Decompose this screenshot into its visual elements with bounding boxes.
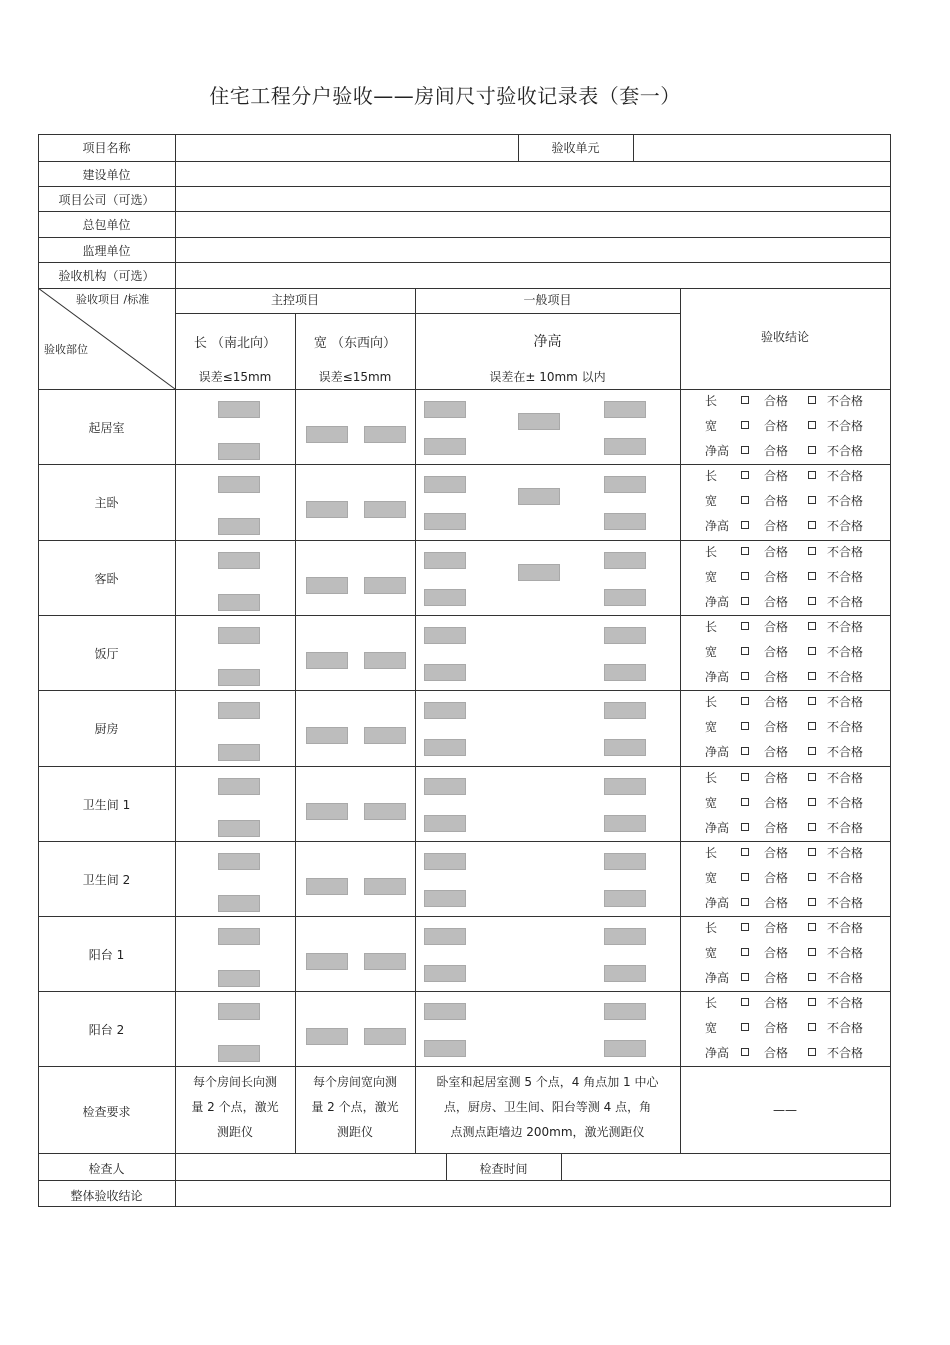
result-width-label: 宽 — [705, 796, 718, 810]
room-label: 厨房 — [94, 722, 119, 736]
measurement-field[interactable] — [218, 928, 260, 945]
measurement-field[interactable] — [424, 1040, 466, 1057]
measurement-field[interactable] — [218, 820, 260, 837]
pass-checkbox[interactable] — [741, 747, 749, 755]
measurement-field[interactable] — [364, 878, 406, 895]
fail-label: 不合格 — [827, 570, 864, 584]
info-field-construction_unit[interactable] — [176, 162, 890, 186]
fail-label: 不合格 — [827, 494, 864, 508]
project-name-field[interactable] — [176, 135, 518, 160]
measurement-field[interactable] — [424, 589, 466, 606]
fail-label: 不合格 — [827, 695, 864, 709]
result-height-label: 净高 — [705, 745, 730, 759]
fail-checkbox[interactable] — [808, 898, 816, 906]
fail-checkbox[interactable] — [808, 873, 816, 881]
pass-label: 合格 — [764, 771, 789, 785]
pass-checkbox[interactable] — [741, 1023, 749, 1031]
pass-label: 合格 — [764, 996, 789, 1010]
pass-label: 合格 — [764, 796, 789, 810]
pass-label: 合格 — [764, 394, 789, 408]
fail-label: 不合格 — [827, 821, 864, 835]
header-length: 长 （南北向） — [193, 336, 277, 351]
fail-label: 不合格 — [827, 670, 864, 684]
table-rule — [890, 134, 891, 1207]
pass-checkbox[interactable] — [741, 647, 749, 655]
measurement-field[interactable] — [218, 627, 260, 644]
result-length-label: 长 — [705, 771, 718, 785]
result-width-label: 宽 — [705, 494, 718, 508]
pass-checkbox[interactable] — [741, 521, 749, 529]
fail-checkbox[interactable] — [808, 597, 816, 605]
measurement-field[interactable] — [306, 577, 348, 594]
pass-label: 合格 — [764, 846, 789, 860]
measurement-field[interactable] — [306, 1028, 348, 1045]
result-width-label: 宽 — [705, 419, 718, 433]
info-field-supervision_unit[interactable] — [176, 238, 890, 262]
pass-checkbox[interactable] — [741, 396, 749, 404]
pass-checkbox[interactable] — [741, 446, 749, 454]
result-width-label: 宽 — [705, 1021, 718, 1035]
measurement-field[interactable] — [364, 577, 406, 594]
fail-label: 不合格 — [827, 519, 864, 533]
header-general-items: 一般项目 — [523, 293, 572, 307]
room-label: 主卧 — [94, 496, 119, 510]
pass-checkbox[interactable] — [741, 798, 749, 806]
measurement-field[interactable] — [604, 401, 646, 418]
fail-label: 不合格 — [827, 921, 864, 935]
measurement-field[interactable] — [306, 878, 348, 895]
fail-checkbox[interactable] — [808, 672, 816, 680]
inspect-time-label: 检查时间 — [479, 1162, 528, 1176]
measurement-field[interactable] — [424, 702, 466, 719]
fail-checkbox[interactable] — [808, 1023, 816, 1031]
req-height: 卧室和起居室测 5 个点，4 角点加 1 中心 — [436, 1075, 659, 1089]
header-width: 宽 （东西向） — [313, 336, 397, 351]
fail-checkbox[interactable] — [808, 572, 816, 580]
measurement-field[interactable] — [424, 778, 466, 795]
pass-label: 合格 — [764, 821, 789, 835]
fail-label: 不合格 — [827, 469, 864, 483]
pass-label: 合格 — [764, 469, 789, 483]
pass-checkbox[interactable] — [741, 722, 749, 730]
req-length: 测距仪 — [216, 1125, 253, 1139]
overall-label: 整体验收结论 — [70, 1189, 143, 1203]
table-rule — [38, 464, 891, 465]
room-label: 卫生间 2 — [82, 872, 131, 887]
measurement-field[interactable] — [218, 669, 260, 686]
header-tol-length: 误差≤15mm — [198, 370, 272, 384]
measurement-field[interactable] — [306, 652, 348, 669]
table-rule — [633, 134, 634, 162]
req-length: 每个房间长向测 — [192, 1075, 277, 1089]
fail-checkbox[interactable] — [808, 823, 816, 831]
table-rule — [38, 916, 891, 917]
pass-label: 合格 — [764, 620, 789, 634]
measurement-field[interactable] — [604, 476, 646, 493]
result-length-label: 长 — [705, 921, 718, 935]
measurement-field[interactable] — [604, 815, 646, 832]
measurement-field[interactable] — [364, 803, 406, 820]
fail-checkbox[interactable] — [808, 446, 816, 454]
pass-label: 合格 — [764, 971, 789, 985]
pass-label: 合格 — [764, 1046, 789, 1060]
info-label-general_contractor: 总包单位 — [82, 218, 131, 232]
result-height-label: 净高 — [705, 1046, 730, 1060]
result-height-label: 净高 — [705, 821, 730, 835]
measurement-field[interactable] — [218, 744, 260, 761]
fail-checkbox[interactable] — [808, 421, 816, 429]
fail-label: 不合格 — [827, 394, 864, 408]
measurement-field[interactable] — [424, 928, 466, 945]
measurement-field[interactable] — [218, 853, 260, 870]
page-title: 住宅工程分户验收——房间尺寸验收记录表（套一） — [209, 84, 681, 108]
measurement-field[interactable] — [518, 564, 560, 581]
pass-checkbox[interactable] — [741, 923, 749, 931]
pass-label: 合格 — [764, 1021, 789, 1035]
fail-label: 不合格 — [827, 846, 864, 860]
fail-label: 不合格 — [827, 796, 864, 810]
inspect-time-field[interactable] — [562, 1154, 890, 1180]
pass-label: 合格 — [764, 545, 789, 559]
measurement-field[interactable] — [218, 401, 260, 418]
measurement-field[interactable] — [424, 1003, 466, 1020]
pass-label: 合格 — [764, 921, 789, 935]
measurement-field[interactable] — [604, 627, 646, 644]
pass-checkbox[interactable] — [741, 773, 749, 781]
fail-label: 不合格 — [827, 871, 864, 885]
req-width: 量 2 个点，激光 — [311, 1100, 399, 1114]
result-length-label: 长 — [705, 695, 718, 709]
result-length-label: 长 — [705, 469, 718, 483]
result-width-label: 宽 — [705, 720, 718, 734]
header-diag-bottom: 验收部位 — [44, 343, 88, 356]
measurement-field[interactable] — [424, 513, 466, 530]
measurement-field[interactable] — [604, 890, 646, 907]
acceptance-unit-label: 验收单元 — [551, 141, 600, 155]
measurement-field[interactable] — [604, 739, 646, 756]
fail-label: 不合格 — [827, 1046, 864, 1060]
table-rule — [38, 134, 39, 1207]
table-rule — [38, 766, 891, 767]
measurement-field[interactable] — [306, 953, 348, 970]
measurement-field[interactable] — [424, 664, 466, 681]
header-net-height: 净高 — [533, 334, 562, 350]
pass-label: 合格 — [764, 570, 789, 584]
table-rule — [38, 615, 891, 616]
pass-checkbox[interactable] — [741, 421, 749, 429]
pass-checkbox[interactable] — [741, 873, 749, 881]
measurement-field[interactable] — [424, 627, 466, 644]
result-width-label: 宽 — [705, 871, 718, 885]
measurement-field[interactable] — [424, 853, 466, 870]
fail-checkbox[interactable] — [808, 722, 816, 730]
measurement-field[interactable] — [604, 965, 646, 982]
measurement-field[interactable] — [604, 1003, 646, 1020]
pass-checkbox[interactable] — [741, 572, 749, 580]
measurement-field[interactable] — [218, 778, 260, 795]
table-rule — [295, 389, 296, 1154]
fail-checkbox[interactable] — [808, 848, 816, 856]
measurement-field[interactable] — [604, 1040, 646, 1057]
result-height-label: 净高 — [705, 444, 730, 458]
measurement-field[interactable] — [604, 928, 646, 945]
result-height-label: 净高 — [705, 971, 730, 985]
measurement-field[interactable] — [424, 438, 466, 455]
table-rule — [38, 1066, 891, 1067]
fail-label: 不合格 — [827, 771, 864, 785]
measurement-field[interactable] — [424, 815, 466, 832]
info-field-project_company[interactable] — [176, 187, 890, 211]
fail-label: 不合格 — [827, 419, 864, 433]
pass-checkbox[interactable] — [741, 622, 749, 630]
fail-label: 不合格 — [827, 745, 864, 759]
result-width-label: 宽 — [705, 645, 718, 659]
room-label: 客卧 — [94, 571, 119, 586]
fail-checkbox[interactable] — [808, 773, 816, 781]
pass-checkbox[interactable] — [741, 547, 749, 555]
measurement-field[interactable] — [364, 426, 406, 443]
measurement-field[interactable] — [364, 652, 406, 669]
measurement-field[interactable] — [306, 727, 348, 744]
fail-label: 不合格 — [827, 444, 864, 458]
measurement-field[interactable] — [218, 518, 260, 535]
result-length-label: 长 — [705, 545, 718, 559]
measurement-field[interactable] — [364, 501, 406, 518]
measurement-field[interactable] — [424, 552, 466, 569]
fail-checkbox[interactable] — [808, 697, 816, 705]
measurement-field[interactable] — [218, 594, 260, 611]
result-height-label: 净高 — [705, 670, 730, 684]
measurement-field[interactable] — [604, 438, 646, 455]
fail-label: 不合格 — [827, 720, 864, 734]
inspector-field[interactable] — [176, 1154, 446, 1180]
measurement-field[interactable] — [218, 970, 260, 987]
pass-checkbox[interactable] — [741, 496, 749, 504]
measurement-field[interactable] — [604, 778, 646, 795]
table-rule — [38, 991, 891, 992]
result-length-label: 长 — [705, 846, 718, 860]
req-length: 量 2 个点，激光 — [191, 1100, 279, 1114]
pass-checkbox[interactable] — [741, 672, 749, 680]
measurement-field[interactable] — [604, 664, 646, 681]
measurement-field[interactable] — [424, 476, 466, 493]
requirements-label: 检查要求 — [82, 1105, 131, 1119]
measurement-field[interactable] — [306, 803, 348, 820]
fail-label: 不合格 — [827, 620, 864, 634]
pass-checkbox[interactable] — [741, 973, 749, 981]
pass-label: 合格 — [764, 519, 789, 533]
result-height-label: 净高 — [705, 896, 730, 910]
fail-checkbox[interactable] — [808, 521, 816, 529]
fail-checkbox[interactable] — [808, 496, 816, 504]
info-label-construction_unit: 建设单位 — [82, 168, 131, 182]
measurement-field[interactable] — [364, 1028, 406, 1045]
fail-label: 不合格 — [827, 1021, 864, 1035]
measurement-field[interactable] — [518, 488, 560, 505]
req-height: 点测点距墙边 200mm，激光测距仪 — [450, 1125, 645, 1139]
overall-field[interactable] — [176, 1181, 890, 1206]
table-rule — [38, 690, 891, 691]
info-label-supervision_unit: 监理单位 — [82, 244, 131, 258]
pass-checkbox[interactable] — [741, 597, 749, 605]
measurement-field[interactable] — [604, 513, 646, 530]
result-height-label: 净高 — [705, 519, 730, 533]
acceptance-unit-field[interactable] — [634, 135, 890, 160]
pass-label: 合格 — [764, 946, 789, 960]
req-width: 测距仪 — [336, 1125, 373, 1139]
measurement-field[interactable] — [518, 413, 560, 430]
table-rule — [680, 389, 681, 1154]
room-label: 阳台 2 — [88, 1022, 125, 1037]
header-tol-height: 误差在± 10mm 以内 — [489, 370, 606, 384]
result-height-label: 净高 — [705, 595, 730, 609]
pass-label: 合格 — [764, 670, 789, 684]
fail-checkbox[interactable] — [808, 798, 816, 806]
room-label: 起居室 — [88, 420, 125, 435]
table-rule — [38, 1206, 891, 1207]
measurement-field[interactable] — [218, 1045, 260, 1062]
measurement-field[interactable] — [424, 401, 466, 418]
pass-checkbox[interactable] — [741, 1048, 749, 1056]
room-label: 阳台 1 — [88, 947, 125, 962]
measurement-field[interactable] — [218, 702, 260, 719]
pass-checkbox[interactable] — [741, 998, 749, 1006]
measurement-field[interactable] — [604, 853, 646, 870]
info-field-acceptance_org[interactable] — [176, 263, 890, 288]
fail-checkbox[interactable] — [808, 998, 816, 1006]
room-label: 卫生间 1 — [82, 797, 131, 812]
header-conclusion: 验收结论 — [760, 330, 809, 344]
measurement-field[interactable] — [604, 552, 646, 569]
measurement-field[interactable] — [364, 727, 406, 744]
fail-label: 不合格 — [827, 996, 864, 1010]
fail-checkbox[interactable] — [808, 1048, 816, 1056]
fail-label: 不合格 — [827, 946, 864, 960]
measurement-field[interactable] — [306, 426, 348, 443]
header-diagonal — [38, 288, 178, 390]
info-label-project_company: 项目公司（可选） — [58, 193, 155, 207]
pass-label: 合格 — [764, 896, 789, 910]
fail-checkbox[interactable] — [808, 647, 816, 655]
pass-label: 合格 — [764, 645, 789, 659]
req-height: 点，厨房、卫生间、阳台等测 4 点，角 — [443, 1100, 652, 1114]
fail-checkbox[interactable] — [808, 547, 816, 555]
fail-checkbox[interactable] — [808, 471, 816, 479]
measurement-field[interactable] — [306, 501, 348, 518]
pass-checkbox[interactable] — [741, 948, 749, 956]
fail-label: 不合格 — [827, 595, 864, 609]
fail-label: 不合格 — [827, 971, 864, 985]
result-length-label: 长 — [705, 394, 718, 408]
pass-label: 合格 — [764, 444, 789, 458]
table-rule — [38, 540, 891, 541]
measurement-field[interactable] — [424, 965, 466, 982]
result-length-label: 长 — [705, 996, 718, 1010]
measurement-field[interactable] — [604, 589, 646, 606]
pass-checkbox[interactable] — [741, 898, 749, 906]
pass-label: 合格 — [764, 595, 789, 609]
measurement-field[interactable] — [424, 890, 466, 907]
pass-label: 合格 — [764, 720, 789, 734]
pass-label: 合格 — [764, 745, 789, 759]
req-conclusion: —— — [773, 1103, 797, 1117]
pass-label: 合格 — [764, 419, 789, 433]
table-rule — [175, 313, 681, 314]
fail-checkbox[interactable] — [808, 973, 816, 981]
info-field-general_contractor[interactable] — [176, 212, 890, 237]
fail-label: 不合格 — [827, 545, 864, 559]
measurement-field[interactable] — [218, 476, 260, 493]
result-width-label: 宽 — [705, 570, 718, 584]
fail-checkbox[interactable] — [808, 948, 816, 956]
inspector-label: 检查人 — [88, 1162, 125, 1176]
fail-checkbox[interactable] — [808, 622, 816, 630]
measurement-field[interactable] — [424, 739, 466, 756]
fail-label: 不合格 — [827, 896, 864, 910]
fail-label: 不合格 — [827, 645, 864, 659]
info-label-acceptance_org: 验收机构（可选） — [58, 269, 155, 283]
pass-label: 合格 — [764, 695, 789, 709]
measurement-field[interactable] — [218, 552, 260, 569]
table-rule — [415, 389, 416, 1154]
measurement-field[interactable] — [604, 702, 646, 719]
result-length-label: 长 — [705, 620, 718, 634]
table-rule — [38, 841, 891, 842]
pass-checkbox[interactable] — [741, 471, 749, 479]
pass-checkbox[interactable] — [741, 823, 749, 831]
measurement-field[interactable] — [218, 443, 260, 460]
room-label: 饭厅 — [94, 646, 119, 661]
fail-checkbox[interactable] — [808, 747, 816, 755]
pass-checkbox[interactable] — [741, 848, 749, 856]
measurement-field[interactable] — [218, 895, 260, 912]
fail-checkbox[interactable] — [808, 396, 816, 404]
info-label-project_name: 项目名称 — [82, 141, 131, 155]
header-diag-top: 验收项目 /标准 — [76, 293, 150, 306]
fail-checkbox[interactable] — [808, 923, 816, 931]
pass-label: 合格 — [764, 871, 789, 885]
req-width: 每个房间宽向测 — [312, 1075, 397, 1089]
measurement-field[interactable] — [218, 1003, 260, 1020]
pass-checkbox[interactable] — [741, 697, 749, 705]
pass-label: 合格 — [764, 494, 789, 508]
measurement-field[interactable] — [364, 953, 406, 970]
table-rule — [175, 134, 176, 1207]
header-tol-width: 误差≤15mm — [318, 370, 392, 384]
header-main-items: 主控项目 — [270, 293, 319, 307]
result-width-label: 宽 — [705, 946, 718, 960]
